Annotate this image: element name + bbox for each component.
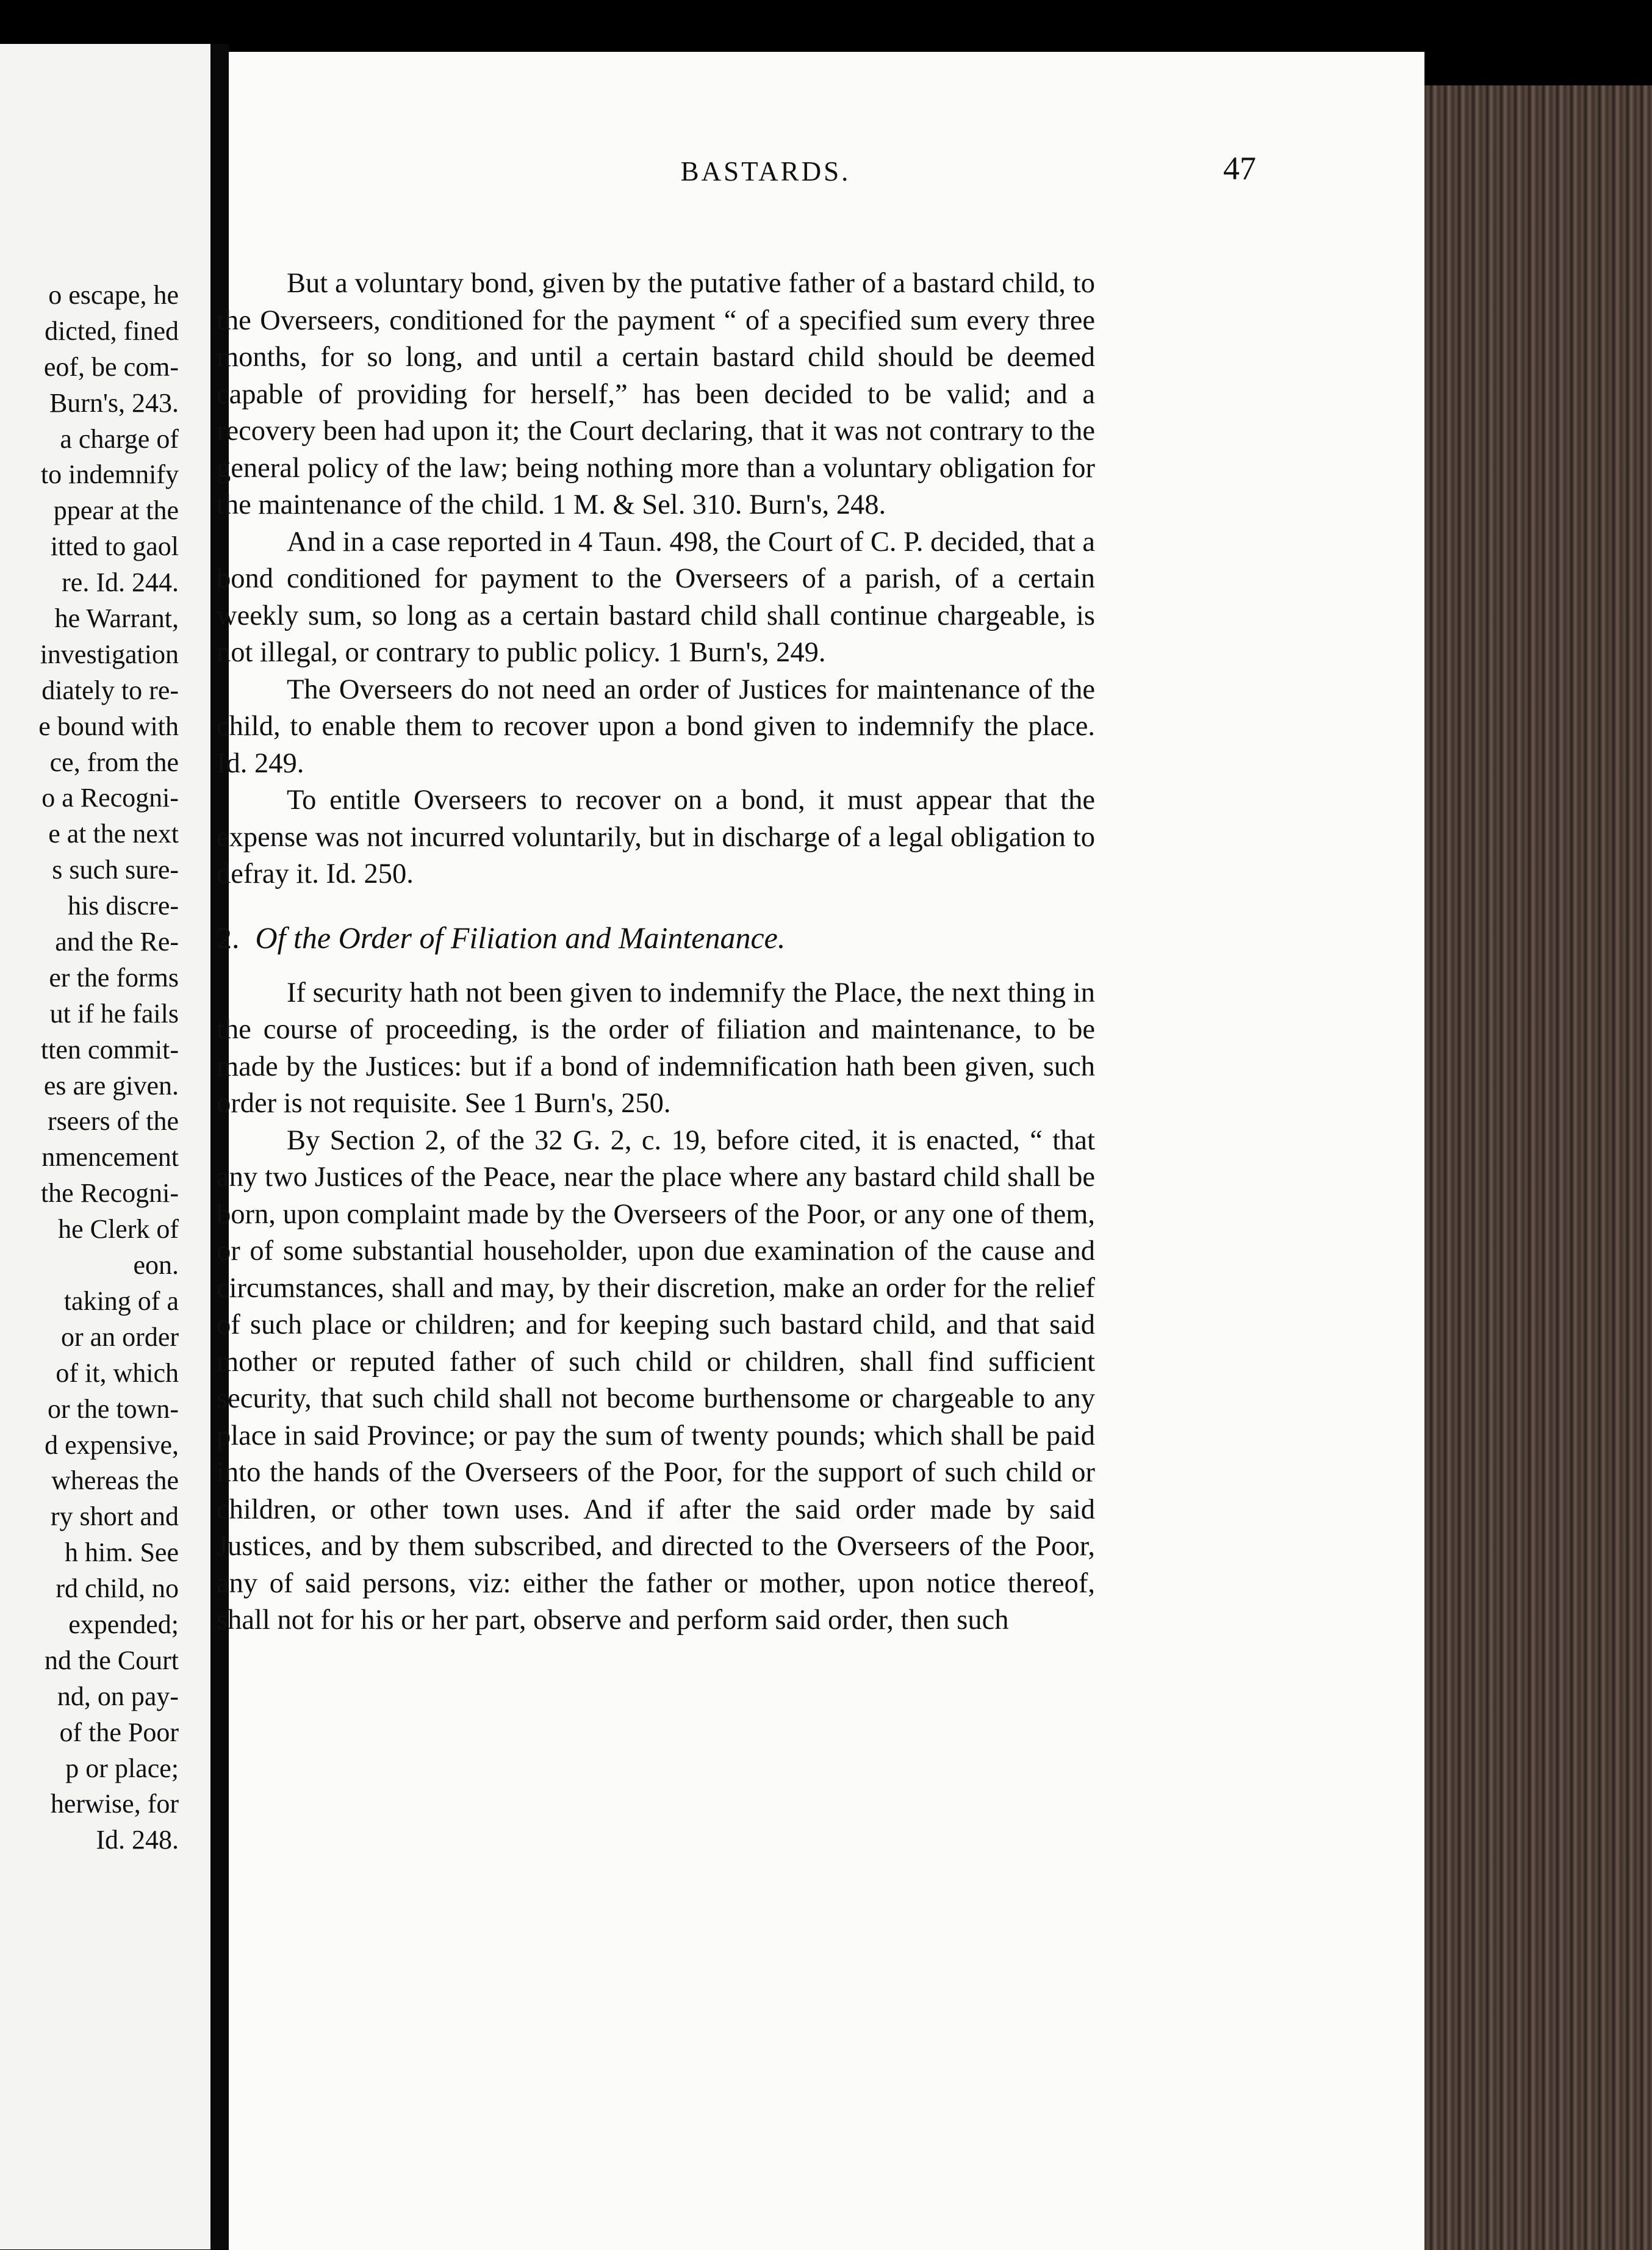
left-page-line: he Clerk of [58,1214,179,1245]
paragraph: But a voluntary bond, given by the putative father of a bastard child, to the Overseers, conditioned for the payment “ of a specified sum every three months, for so long, and until a certain bastard child should be deemed capable of providing for herself,” has been decided to be valid; and a recovery been had upon it; the Court declaring, that it was not contrary to the general policy of the law; being nothing more than a voluntary obligation for the maintenance of the child. 1 M. & Sel. 310. Burn's, 248. [217,268,1095,520]
left-page-line: taking of a [63,1285,179,1316]
left-page-line: rseers of the [47,1106,179,1137]
left-page-line: nd the Court [45,1645,179,1675]
section-number: 2. [217,920,240,955]
left-page-line: or the town- [47,1393,179,1424]
paragraph: And in a case reported in 4 Taun. 498, the Court of C. P. decided, that a bond conditioned for payment to the Overseers of a parish, of a certain weekly sum, so long as a certain bastard child shall continue chargeable, is not illegal, or contrary to public policy. 1 Burn's, 249. [217,526,1095,668]
left-page-line: of the Poor [59,1717,179,1747]
left-page-line: ut if he fails [49,998,179,1029]
paragraph: By Section 2, of the 32 G. 2, c. 19, before cited, it is enacted, “ that any two Justices of the Peace, near the place where any bastard child shall be born, upon complaint made by the Overseers of the Poor, or any one of them, or of some substantial householder, upon due examination of the cause and circumstances, shall and may, by their discretion, make an order for the relief of such place or children; and for keeping such bastard child, and that said mother or reputed father of such child or children, shall find sufficient security, that such child shall not become burthensome or chargeable to any place in said Province; or pay the sum of twenty pounds; which shall be paid into the hands of the Overseers of the Poor, for the support of such child or children, or other town uses. And if after the said order made by said Justices, and by them subscribed, and directed to the Overseers of the Poor, any of said persons, viz: either the father or mother, upon notice thereof, shall not for his or her part, observe and perform said order, then such [217,1124,1095,1636]
left-page-line: eof, be com- [43,351,179,382]
left-page-line: re. Id. 244. [62,567,179,598]
left-page-line: ppear at the [53,495,179,526]
left-page-line: ry short and [50,1501,179,1532]
left-page-line: s such sure- [52,855,179,885]
left-page-line: tten commit- [40,1034,179,1065]
left-page-line: whereas the [51,1465,179,1496]
left-page-line: or an order [60,1321,179,1352]
left-page-line: nmencement [41,1142,179,1173]
left-page-line: investigation [40,639,179,669]
left-page-line: herwise, for [50,1789,179,1819]
left-page-line: es are given. [43,1070,179,1101]
left-page-line: a charge of [60,423,179,454]
left-page-line: he Warrant, [54,603,179,634]
section-heading [217,916,1095,959]
left-page-line: Burn's, 243. [49,387,179,418]
left-page-line: e at the next [48,819,179,849]
running-head: BASTARDS. [680,156,851,187]
left-page-line: and the Re- [55,927,179,957]
left-page-line: d expensive, [45,1429,179,1460]
left-page-line: expended; [68,1609,179,1639]
left-page-text [0,278,179,1858]
left-page-line: o a Recogni- [41,783,179,813]
left-page-line: to indemnify [40,459,179,490]
body-text [217,265,1095,1639]
left-page-line: p or place; [65,1753,179,1783]
left-page-line: of it, which [56,1357,179,1388]
left-page-line: his discre- [67,891,179,921]
left-page-line: dicted, fined [45,315,179,346]
left-page-line: er the forms [49,962,179,993]
left-page-line: diately to re- [41,675,179,705]
page-edges [1424,85,1652,2250]
left-page-line: o escape, he [48,280,179,310]
left-page-line: nd, on pay- [57,1681,179,1711]
left-page-line: eon. [133,1250,179,1281]
left-page-line: itted to gaol [50,531,179,562]
paragraph: To entitle Overseers to recover on a bond, it must appear that the expense was not incurred voluntarily, but in discharge of a legal obligation to defray it. Id. 250. [217,785,1095,890]
section-title: Of the Order of Filiation and Maintenance. [255,920,786,955]
left-page-line: e bound with [38,711,179,741]
left-page-line: rd child, no [56,1573,179,1604]
paragraph: If security hath not been given to indemnify the Place, the next thing in the course of proceeding, is the order of filiation and maintenance, to be made by the Justices: but if a bond of indemnification hath been given, such order is not requisite. See 1 Burn's, 250. [217,977,1095,1119]
paragraph: The Overseers do not need an order of Justices for maintenance of the child, to enable them to recover upon a bond given to indemnify the place. Id. 249. [217,674,1095,779]
page-number: 47 [1223,150,1256,187]
left-page-line: h him. See [65,1537,179,1568]
left-facing-page [0,44,210,2249]
left-page-line: ce, from the [49,747,179,777]
left-page-line: the Recogni- [40,1178,179,1209]
left-page-line: Id. 248. [96,1825,179,1855]
